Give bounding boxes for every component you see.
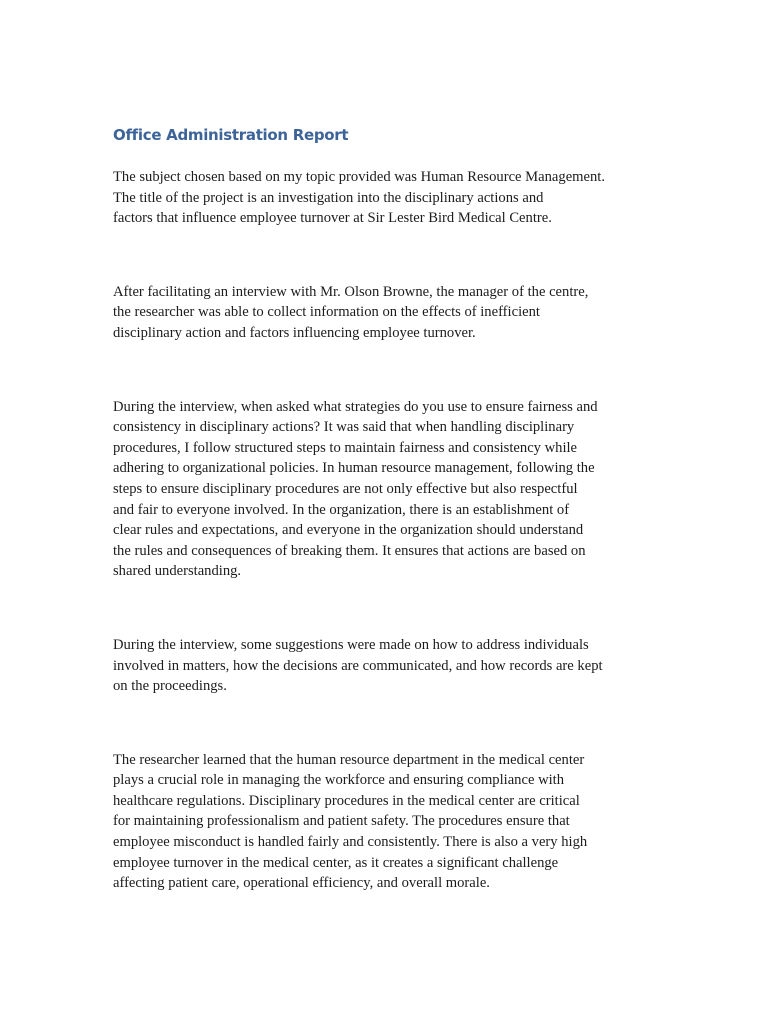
paragraph-findings: The researcher learned that the human resource department in the medical center plays a crucial role in managing the workforce and ensuring compliance with healthcare regulations. Disciplinary procedures in the medical center are critical for maintaining professionalism and patient safety. The procedures ensure that employee misconduct is handled fairly and consistently. There is also a very high employee turnover in the medical center, as it creates a significant challenge affecting patient care, operational efficiency, and overall morale. bbox=[113, 751, 588, 892]
paragraph-subject: The subject chosen based on my topic provided was Human Resource Management. The title of the project is an investigation into the disciplinary actions and factors that influence employee turnover at Sir Lester Bird Medical Centre. bbox=[113, 169, 605, 227]
paragraph-interview: After facilitating an interview with Mr. Olson Browne, the manager of the centre, the researcher was able to collect information on the effects of inefficient disciplinary action and factors influencing employee turnover. bbox=[113, 283, 589, 341]
paragraph-suggestions: During the interview, some suggestions were made on how to address individuals involved in matters, how the decisions are communicated, and how records are kept on the proceedings. bbox=[113, 636, 603, 695]
paragraph-strategies: During the interview, when asked what strategies do you use to ensure fairness and consistency in disciplinary actions? It was said that when handling disciplinary procedures, I follow structured steps to maintain fairness and consistency while adhering to organizational policies. In human resource management, following the steps to ensure disciplinary procedures are not only effective but also respectful and fair to everyone involved. In the organization, there is an establishment of clear rules and expectations, and everyone in the organization should understand the rules and consequences of breaking them. It ensures that actions are based on shared understanding. bbox=[113, 398, 598, 580]
document-body bbox=[113, 124, 633, 947]
document-title: Office Administration Report bbox=[113, 126, 349, 144]
